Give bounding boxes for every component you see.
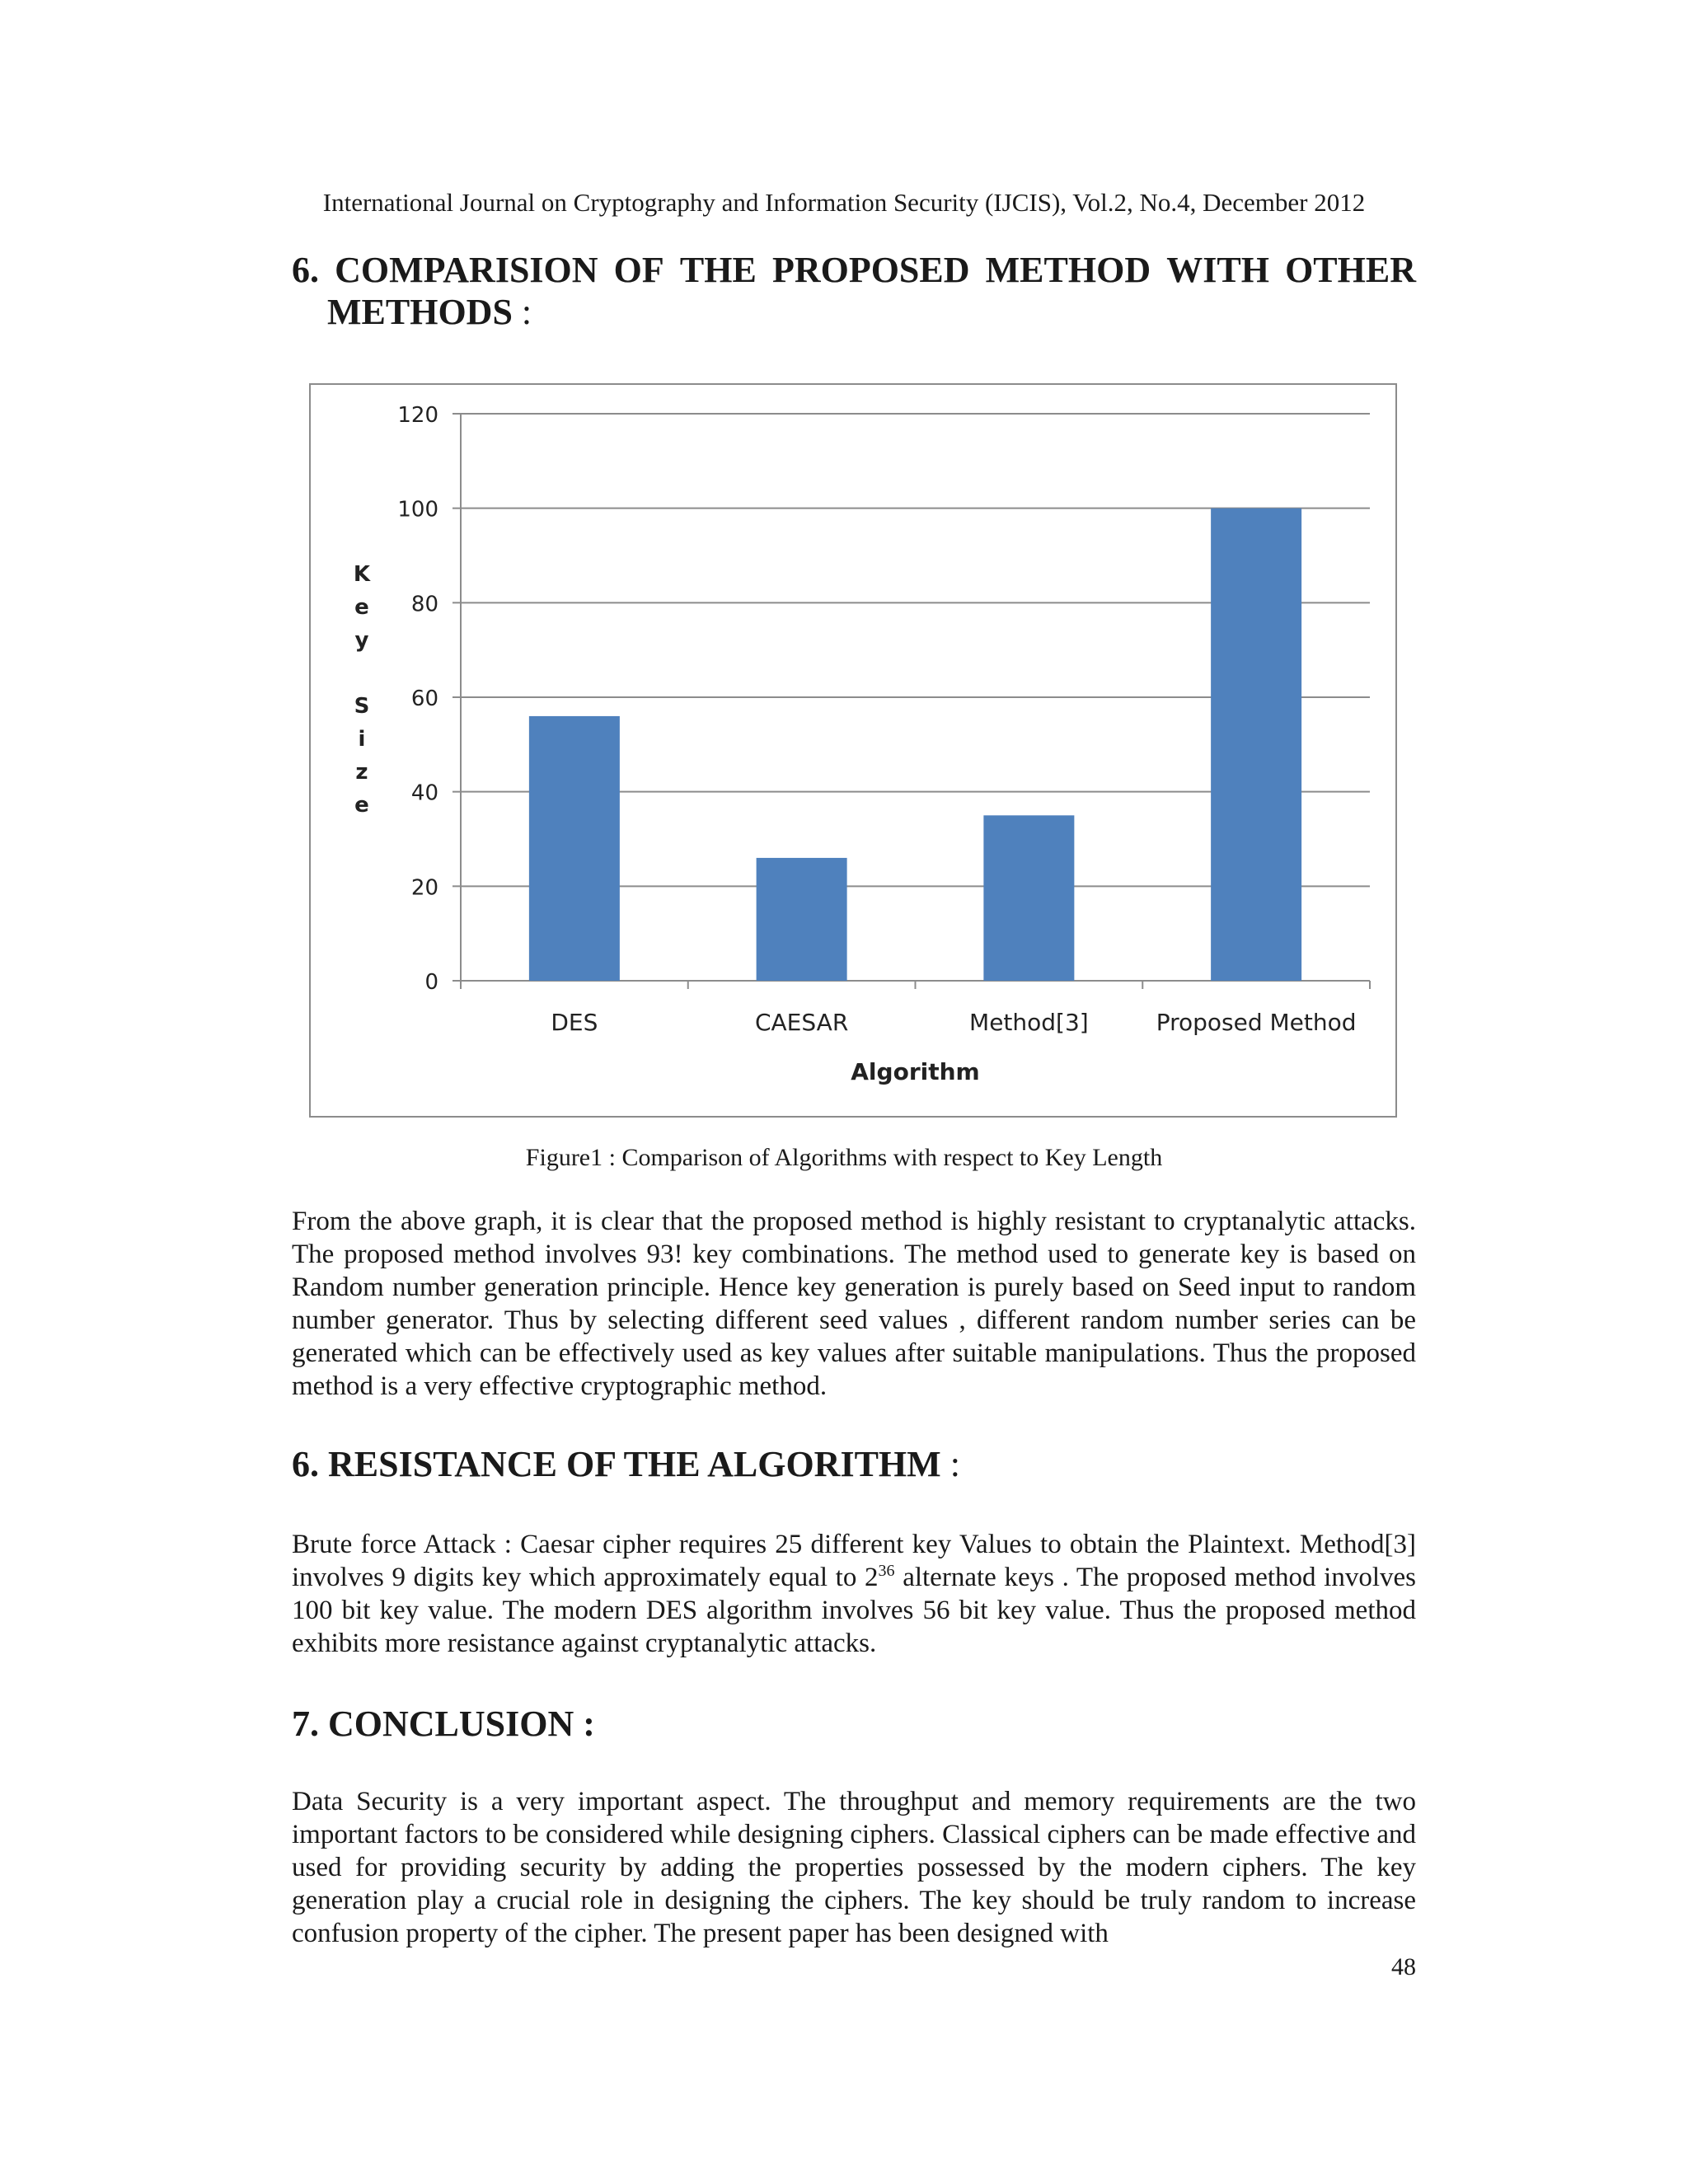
text-before-power: Brute force Attack : Caesar cipher requires 25 different key Values to obtain the Plaintext. Method[3] involves 9 digits key which approximately equal to 2: [292, 1530, 1416, 1592]
x-tick-label: Proposed Method: [1156, 1009, 1357, 1036]
y-axis-label: K e y S i z e: [353, 562, 371, 818]
heading-word: OF: [613, 250, 664, 290]
key-size-bar-chart: [309, 383, 1397, 1118]
y-tick-label: 100: [397, 497, 438, 523]
heading-line-2: [292, 291, 1416, 333]
heading-colon: :: [512, 292, 532, 332]
y-tick-label: 60: [410, 687, 438, 711]
paragraph-brute-force: [292, 1528, 1416, 1660]
heading-text: 6. RESISTANCE OF THE ALGORITHM: [292, 1444, 941, 1484]
x-axis-label: Algorithm: [851, 1058, 980, 1085]
heading-word: COMPARISION: [335, 250, 598, 290]
heading-word: PROPOSED: [771, 250, 970, 290]
heading-word: 6.: [292, 250, 319, 290]
section-heading-conclusion: 7. CONCLUSION :: [292, 1704, 595, 1744]
bar-des: [529, 716, 620, 981]
heading-word: OTHER: [1285, 250, 1416, 290]
text-after-power: alternate keys . The proposed method involves 100 bit key value. The modern DES algorithm involves 56 bit key value. Thus the proposed method exhibits more resistance against cryptanalytic attacks.: [292, 1563, 1417, 1658]
x-tick-label: DES: [551, 1009, 598, 1036]
y-tick-label: 0: [424, 970, 438, 995]
heading-line-1: [292, 249, 1416, 291]
section-heading-comparison: [292, 249, 1416, 333]
heading-word: THE: [679, 250, 757, 290]
exponent: 36: [878, 1562, 895, 1580]
page-number: 48: [1391, 1953, 1416, 1980]
figure-caption: Figure1 : Comparison of Algorithms with respect to Key Length: [525, 1144, 1163, 1171]
bar-proposed-method: [1211, 509, 1301, 981]
x-tick-label: CAESAR: [754, 1009, 849, 1036]
bar-caesar: [757, 858, 847, 981]
paragraph-conclusion: Data Security is a very important aspect. The throughput and memory requirements are the two important factors to be considered while designing ciphers. Classical ciphers can be made effective and used for providing security by adding the properties possessed by the modern ciphers. The key generation play a crucial role in designing the ciphers. The key should be truly random to increase confusion property of the cipher. The present paper has been designed with: [292, 1787, 1416, 1948]
heading-word: METHOD: [985, 250, 1151, 290]
heading-colon: :: [940, 1444, 960, 1484]
bar-method-3: [983, 815, 1074, 981]
y-tick-label: 20: [410, 875, 438, 901]
y-tick-label: 120: [397, 403, 438, 428]
heading-word: WITH: [1166, 250, 1269, 290]
y-tick-label: 40: [410, 780, 438, 806]
heading-line-2-text: METHODS: [327, 292, 513, 332]
x-tick-label: Method[3]: [969, 1009, 1089, 1036]
section-heading-resistance: [292, 1443, 1416, 1486]
y-tick-label: 80: [410, 592, 438, 617]
paragraph-graph-analysis: From the above graph, it is clear that the proposed method is highly resistant to cryptanalytic attacks. The proposed method involves 93! key combinations. The method used to generate key is based on Random number generation principle. Hence key generation is purely based on Seed input to random number generator. Thus by selecting different seed values , different random number series can be generated which can be effectively used as key values after suitable manipulations. Thus the proposed method is a very effective cryptographic method.: [292, 1207, 1416, 1401]
running-header: International Journal on Cryptography and Information Security (IJCIS), Vol.2, No.4, December 2012: [322, 188, 1366, 217]
